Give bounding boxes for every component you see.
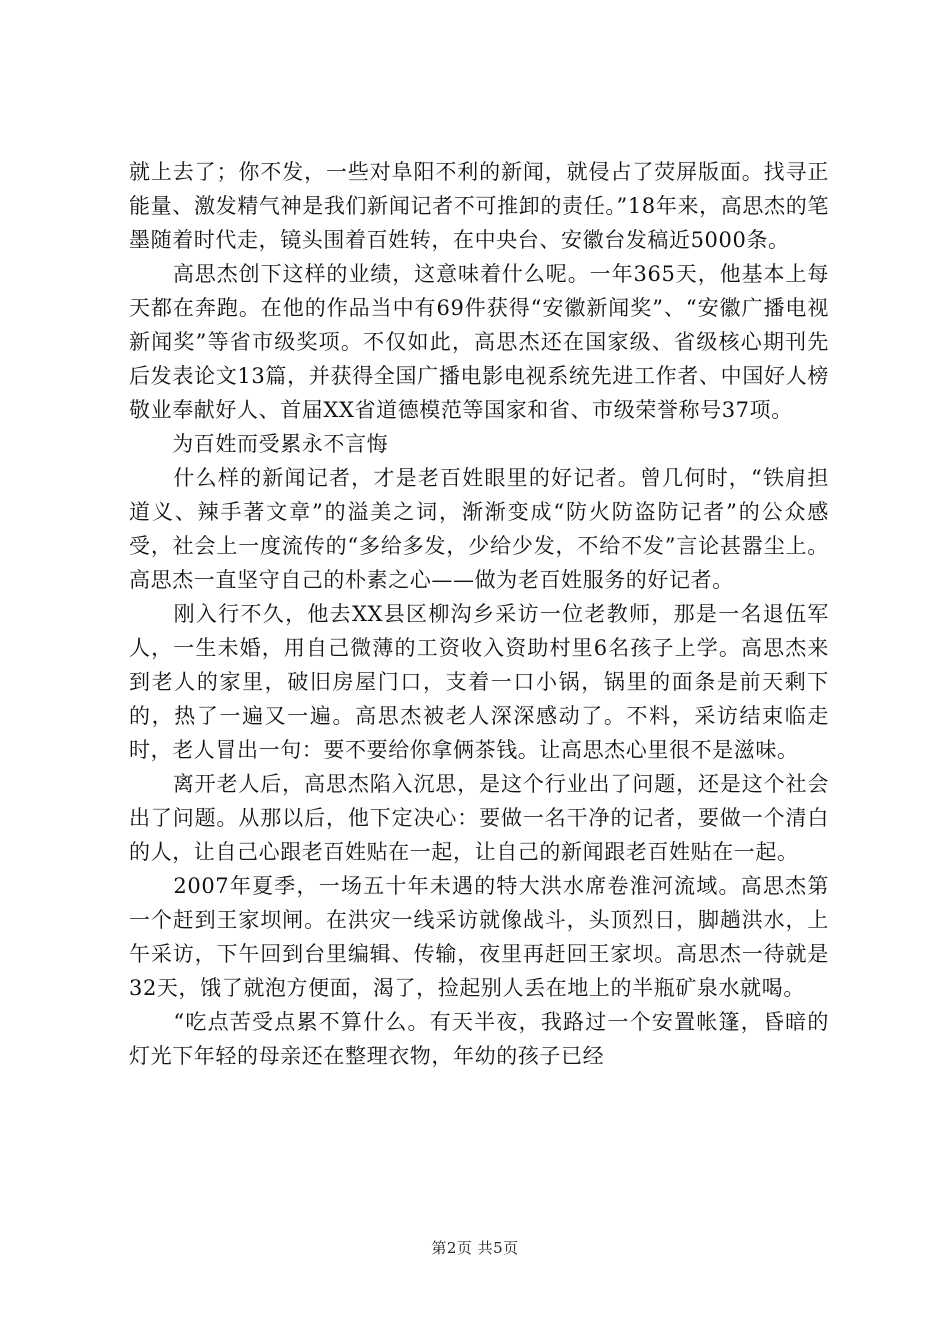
paragraph: “吃点苦受点累不算什么。有天半夜，我路过一个安置帐篷，昏暗的灯光下年轻的母亲还在整理衣物，年幼的孩子已经 (129, 1010, 829, 1068)
paragraph: 刚入行不久，他去XX县区柳沟乡采访一位老教师，那是一名退伍军人，一生未婚，用自己微薄的工资收入资助村里6名孩子上学。高思杰来到老人的家里，破旧房屋门口，支着一口小锅，锅里的面条是前天剩下的，热了一遍又一遍。高思杰被老人深深感动了。不料，采访结束临走时，老人冒出一句：要不要给你拿俩茶钱。让高思杰心里很不是滋味。 (129, 602, 829, 762)
section-heading: 为百姓而受累永不言悔 (129, 432, 389, 456)
paragraph: 2007年夏季，一场五十年未遇的特大洪水席卷淮河流域。高思杰第一个赶到王家坝闸。在洪灾一线采访就像战斗，头顶烈日，脚趟洪水，上午采访，下午回到台里编辑、传输，夜里再赶回王家坝。高思杰一待就是32天，饿了就泡方便面，渴了，捡起别人丢在地上的半瓶矿泉水就喝。 (129, 874, 829, 1000)
paragraph: 什么样的新闻记者，才是老百姓眼里的好记者。曾几何时，“铁肩担道义、辣手著文章”的溢美之词，渐渐变成“防火防盗防记者”的公众感受，社会上一度流传的“多给多发，少给少发，不给不发”言论甚嚣尘上。高思杰一直坚守自己的朴素之心——做为老百姓服务的好记者。 (129, 466, 829, 592)
paragraph: 就上去了；你不发，一些对阜阳不利的新闻，就侵占了荧屏版面。找寻正能量、激发精气神是我们新闻记者不可推卸的责任。”18年来，高思杰的笔墨随着时代走，镜头围着百姓转，在中央台、安徽台发稿近5000条。 (129, 160, 829, 252)
page-number-footer: 第2页 共5页 (431, 1239, 519, 1257)
paragraph: 高思杰创下这样的业绩，这意味着什么呢。一年365天，他基本上每天都在奔跑。在他的作品当中有69件获得“安徽新闻奖”、“安徽广播电视新闻奖”等省市级奖项。不仅如此，高思杰还在国家级、省级核心期刊先后发表论文13篇，并获得全国广播电影电视系统先进工作者、中国好人榜敬业奉献好人、首届XX省道德模范等国家和省、市级荣誉称号37项。 (129, 262, 829, 422)
document-body (129, 155, 829, 1073)
paragraph: 离开老人后，高思杰陷入沉思，是这个行业出了问题，还是这个社会出了问题。从那以后，他下定决心：要做一名干净的记者，要做一个清白的人，让自己心跟老百姓贴在一起，让自己的新闻跟老百姓贴在一起。 (129, 772, 829, 864)
